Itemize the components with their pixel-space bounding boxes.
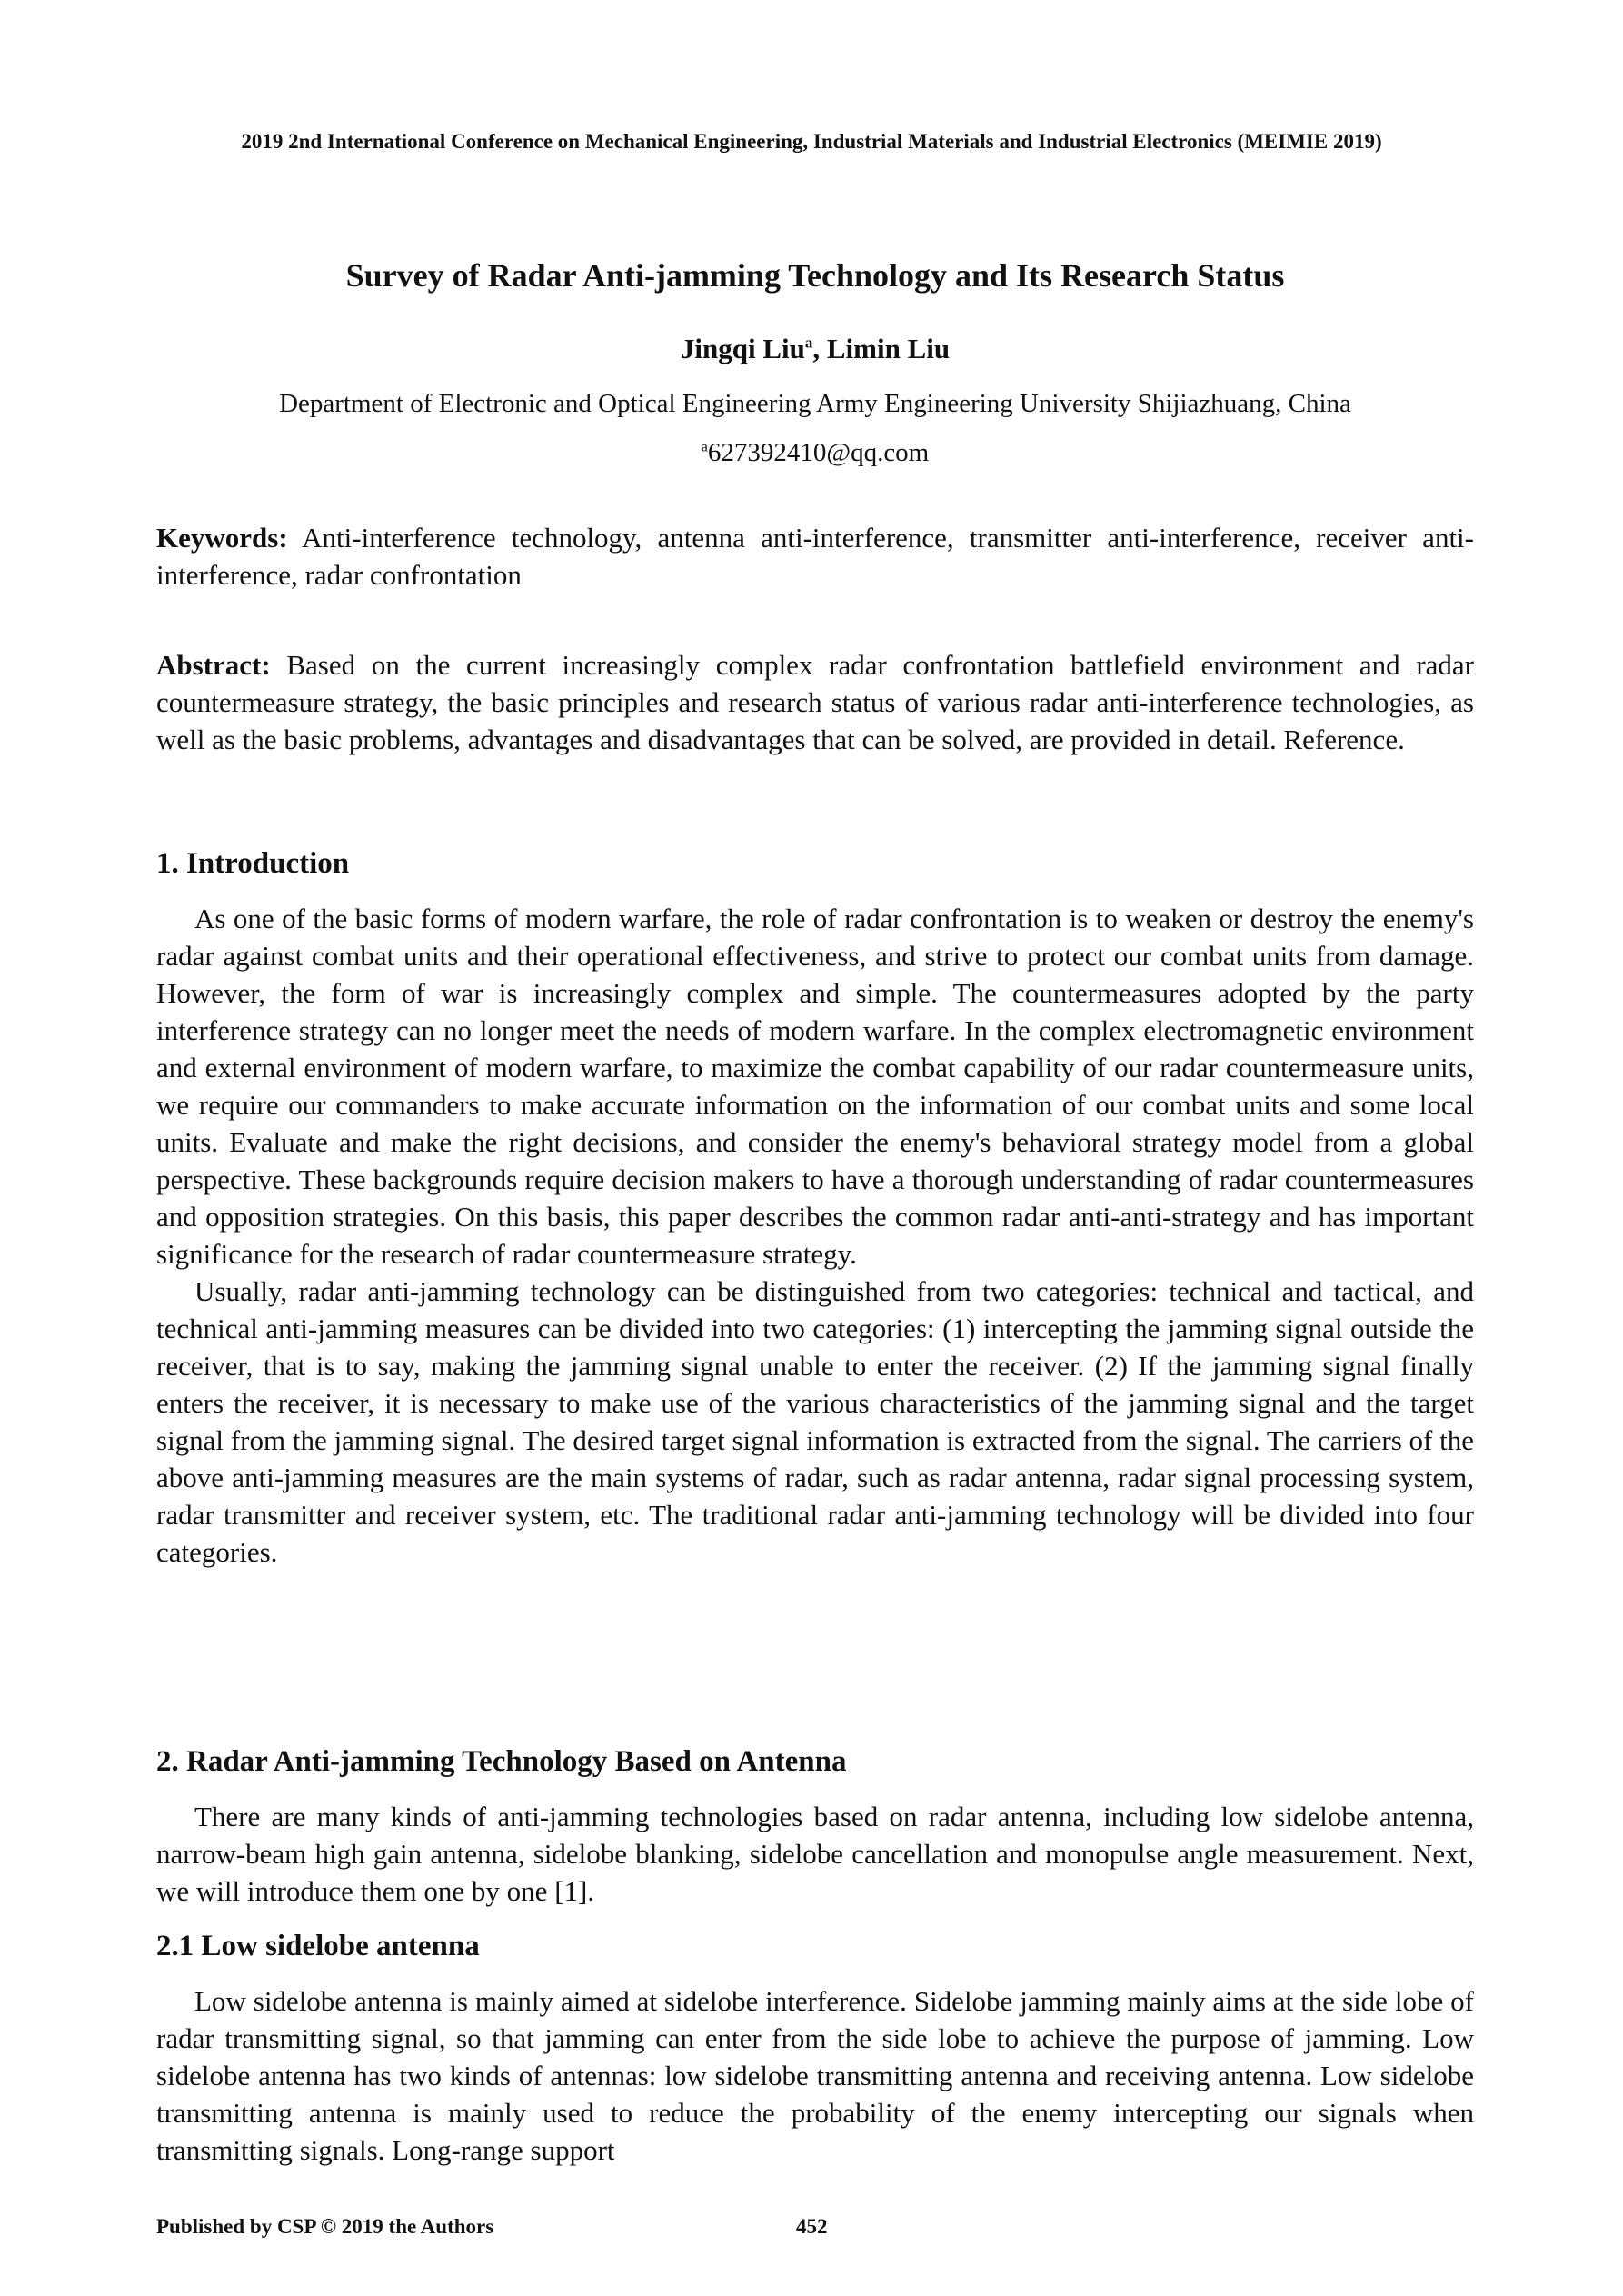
email-superscript: a: [701, 439, 708, 455]
section-2-1-heading: 2.1 Low sidelobe antenna: [156, 1930, 480, 1962]
section-1-paragraph-1: As one of the basic forms of modern warfare, the role of radar confrontation is to weaken or destroy the enemy's radar against combat units and their operational effectiveness, and strive to protect our combat units from damage. However, the form of war is increasingly complex and simple. The countermeasures adopted by the party interference strategy can no longer meet the needs of modern warfare. In the complex electromagnetic environment and external environment of modern warfare, to maximize the combat capability of our radar countermeasure units, we require our commanders to make accurate information on the information of our combat units and some local units. Evaluate and make the right decisions, and consider the enemy's behavioral strategy model from a global perspective. These backgrounds require decision makers to have a thorough understanding of radar countermeasures and opposition strategies. On this basis, this paper describes the common radar anti-anti-strategy and has important significance for the research of radar countermeasure strategy.: [156, 903, 1474, 1270]
section-2-body: [156, 1798, 1474, 1910]
keywords-text: Anti-interference technology, antenna anti-interference, transmitter anti-interference, receiver anti-interference, radar confrontation: [156, 522, 1474, 591]
email-line: [156, 438, 1474, 468]
section-2-1-paragraph-1: Low sidelobe antenna is mainly aimed at sidelobe interference. Sidelobe jamming mainly aims at the side lobe of radar transmitting signal, so that jamming can enter from the side lobe to achieve the purpose of jamming. Low sidelobe antenna has two kinds of antennas: low sidelobe transmitting antenna and receiving antenna. Low sidelobe transmitting antenna is mainly used to reduce the probability of the enemy intercepting our signals when transmitting signals. Long-range support: [156, 1985, 1474, 2166]
authors-line: [156, 333, 1474, 365]
section-2-heading: 2. Radar Anti-jamming Technology Based on Antenna: [156, 1745, 847, 1778]
footer-publisher: Published by CSP © 2019 the Authors: [156, 2215, 494, 2238]
abstract-label: Abstract:: [156, 649, 271, 681]
section-2-paragraph-1: There are many kinds of anti-jamming technologies based on radar antenna, including low sidelobe antenna, narrow-beam high gain antenna, sidelobe blanking, sidelobe cancellation and monopulse angle measurement. Next, we will introduce them one by one [1].: [156, 1801, 1474, 1907]
keywords-label: Keywords:: [156, 522, 288, 554]
author-1: Jingqi Liu: [680, 333, 805, 364]
section-1-body: [156, 900, 1474, 1571]
section-1-paragraph-2: Usually, radar anti-jamming technology can be distinguished from two categories: technical and tactical, and technical anti-jamming measures can be divided into two categories: (1) intercepting the jamming signal outside the receiver, that is to say, making the jamming signal unable to enter the receiver. (2) If the jamming signal finally enters the receiver, it is necessary to make use of the various characteristics of the jamming signal and the target signal from the jamming signal. The desired target signal information is extracted from the signal. The carriers of the above anti-jamming measures are the main systems of radar, such as radar antenna, radar signal processing system, radar transmitter and receiver system, etc. The traditional radar anti-jamming technology will be divided into four categories.: [156, 1275, 1474, 1568]
author-2: , Limin Liu: [812, 333, 951, 364]
email-address: 627392410@qq.com: [707, 438, 930, 467]
author-1-superscript: a: [804, 334, 813, 352]
affiliation: Department of Electronic and Optical Engineering Army Engineering University Shijiazhuang, China: [279, 389, 1351, 418]
abstract-text: Based on the current increasingly complex radar confrontation battlefield environment and radar countermeasure strategy, the basic principles and research status of various radar anti-interference technologies, as well as the basic problems, advantages and disadvantages that can be solved, are provided in detail. Reference.: [156, 649, 1474, 755]
paper-title: Survey of Radar Anti-jamming Technology and Its Research Status: [345, 257, 1285, 294]
conference-header: 2019 2nd International Conference on Mechanical Engineering, Industrial Materials and Industrial Electronics (MEIMIE 2019): [241, 130, 1382, 153]
section-1-heading: 1. Introduction: [156, 847, 350, 880]
page-number: 452: [796, 2215, 828, 2238]
keywords: [156, 519, 1474, 594]
section-2-1-body: [156, 1982, 1474, 2169]
abstract: [156, 646, 1474, 758]
